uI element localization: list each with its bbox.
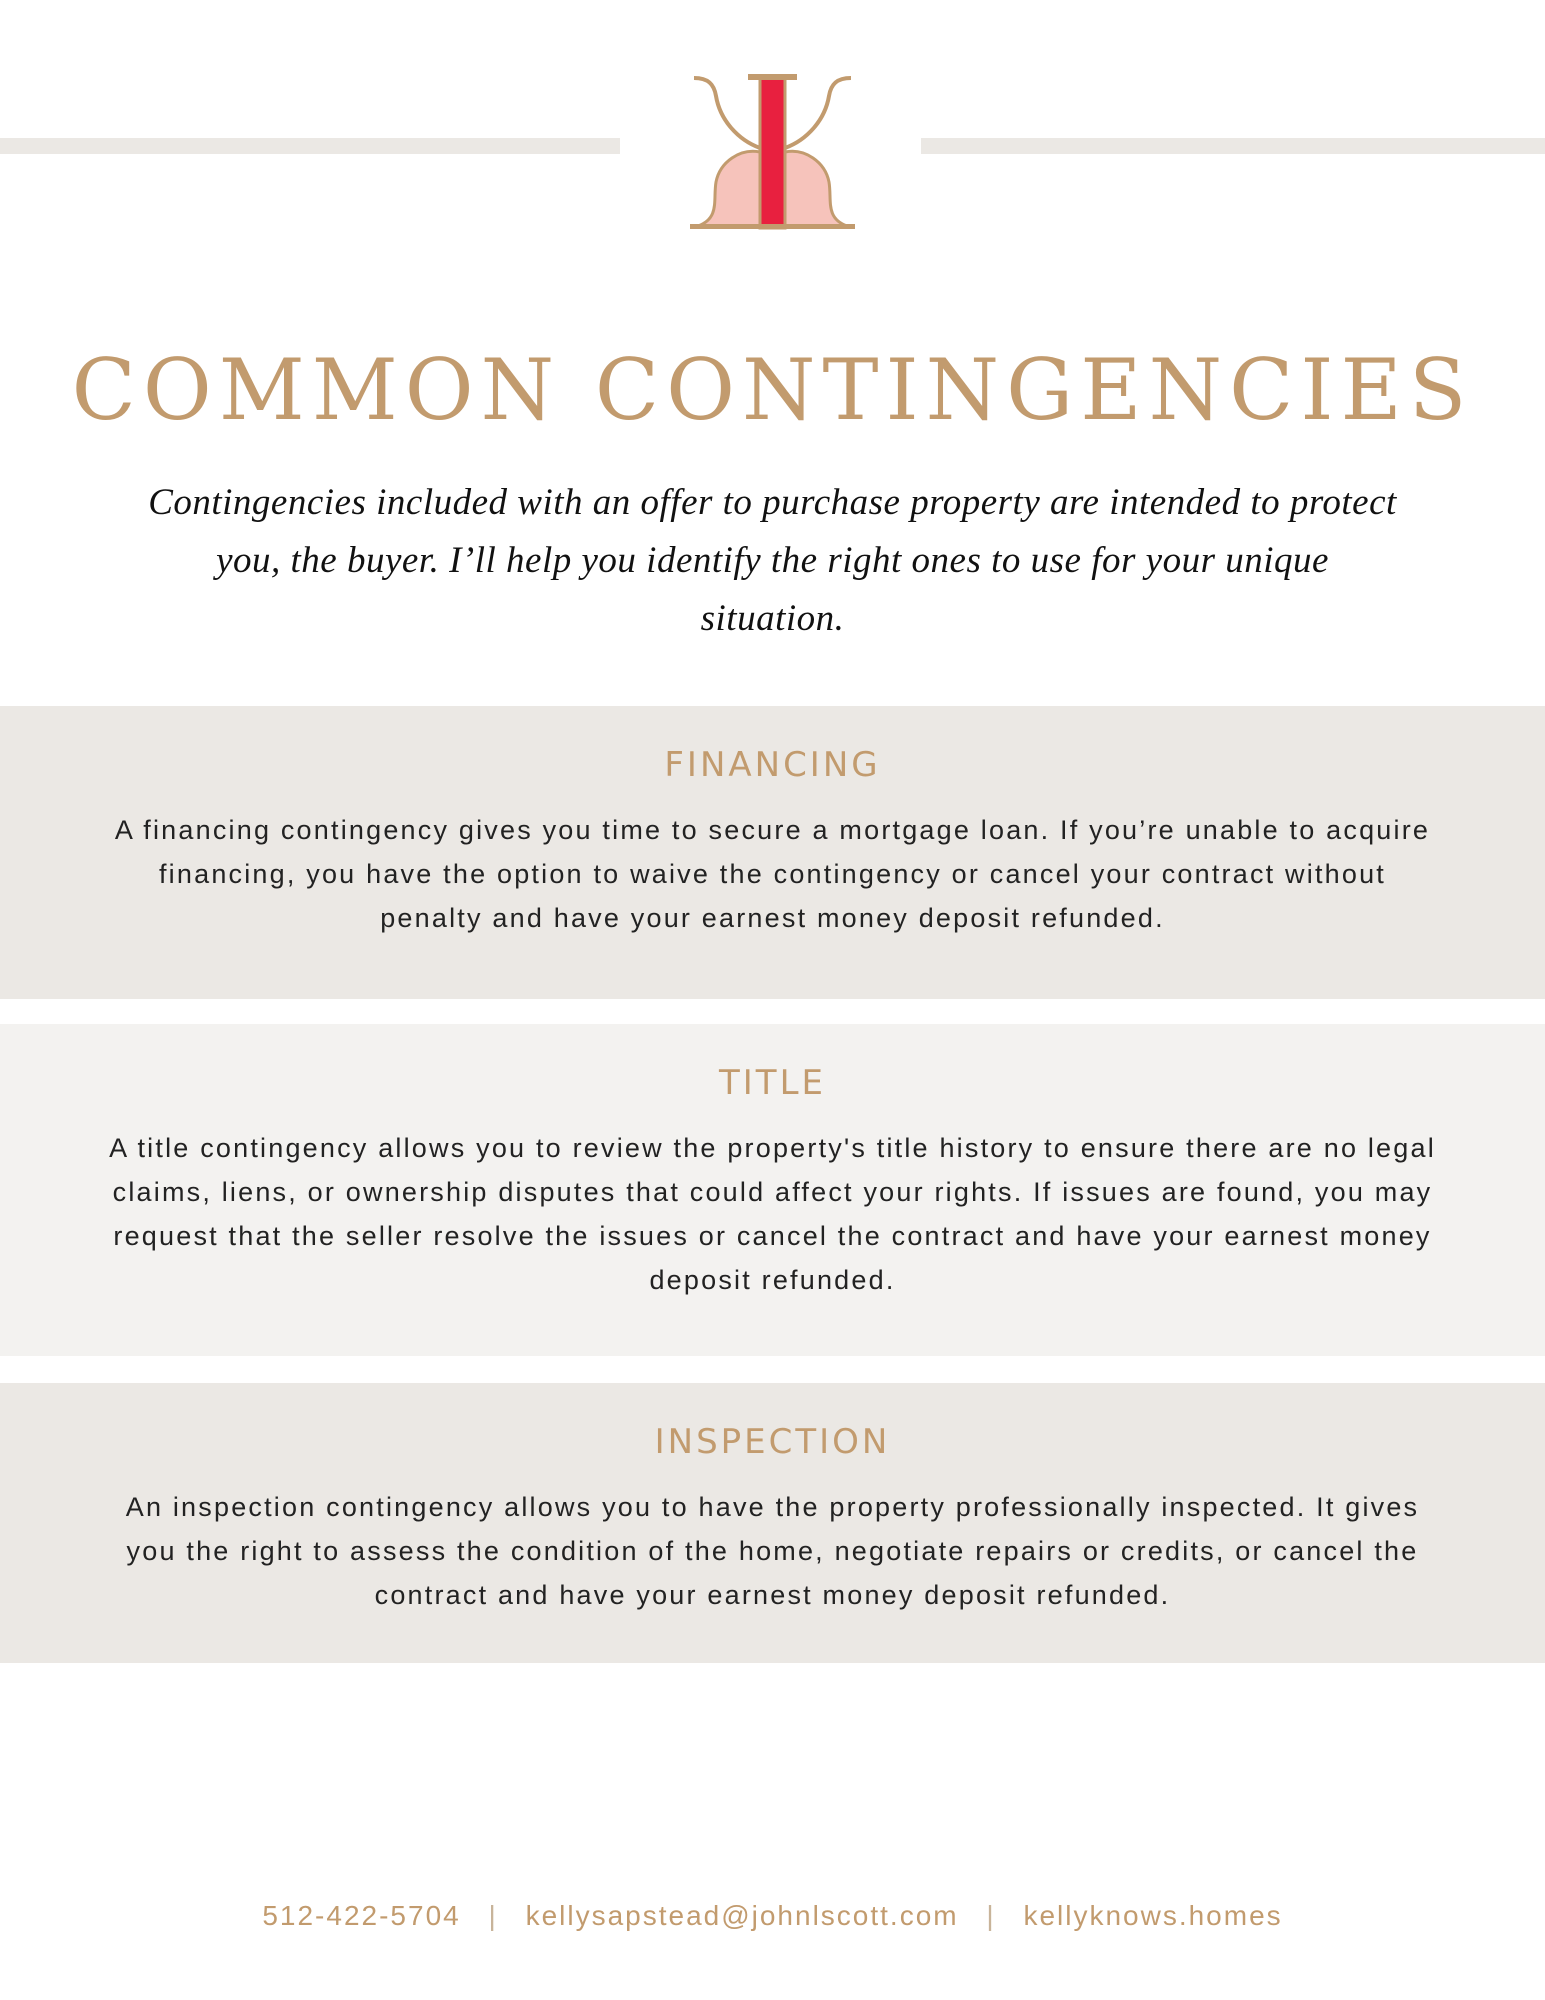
header-rule-left <box>0 138 620 154</box>
footer-separator: | <box>986 1900 996 1931</box>
website-link[interactable]: kellyknows.homes <box>1023 1900 1283 1931</box>
phone-link[interactable]: 512-422-5704 <box>262 1900 461 1931</box>
page-title: COMMON CONTINGENCIES <box>71 341 1474 439</box>
monogram-logo-icon <box>680 70 865 240</box>
footer-separator: | <box>488 1900 498 1931</box>
section-heading: FINANCING <box>664 745 881 785</box>
section-financing <box>0 706 1545 999</box>
header-rule-right <box>921 138 1545 154</box>
section-body: An inspection contingency allows you to have the property professionally inspected. It gives you the right to assess the condition of the home, negotiate repairs or credits, or cancel the contract and have your earnest money deposit refunded. <box>125 1492 1420 1610</box>
intro-text: Contingencies included with an offer to purchase property are intended to protect you, the buyer. I’ll help you identify the right ones to use for your unique situation. <box>148 482 1397 639</box>
section-inspection <box>0 1383 1545 1663</box>
section-body: A financing contingency gives you time to secure a mortgage loan. If you’re unable to acquire financing, you have the option to waive the contingency or cancel your contract without penalty and have your earnest money deposit refunded. <box>114 815 1431 933</box>
section-heading: INSPECTION <box>654 1422 891 1462</box>
email-link[interactable]: kellysapstead@johnlscott.com <box>525 1900 959 1931</box>
section-title <box>0 1024 1545 1356</box>
contact-footer <box>0 1900 1545 1932</box>
section-heading: TITLE <box>719 1063 826 1103</box>
section-body: A title contingency allows you to review the property's title history to ensure there are no legal claims, liens, or ownership disputes that could affect your rights. If issues are found, you may request that the seller resolve the issues or cancel the contract and have your earnest money deposit refunded. <box>109 1133 1436 1295</box>
